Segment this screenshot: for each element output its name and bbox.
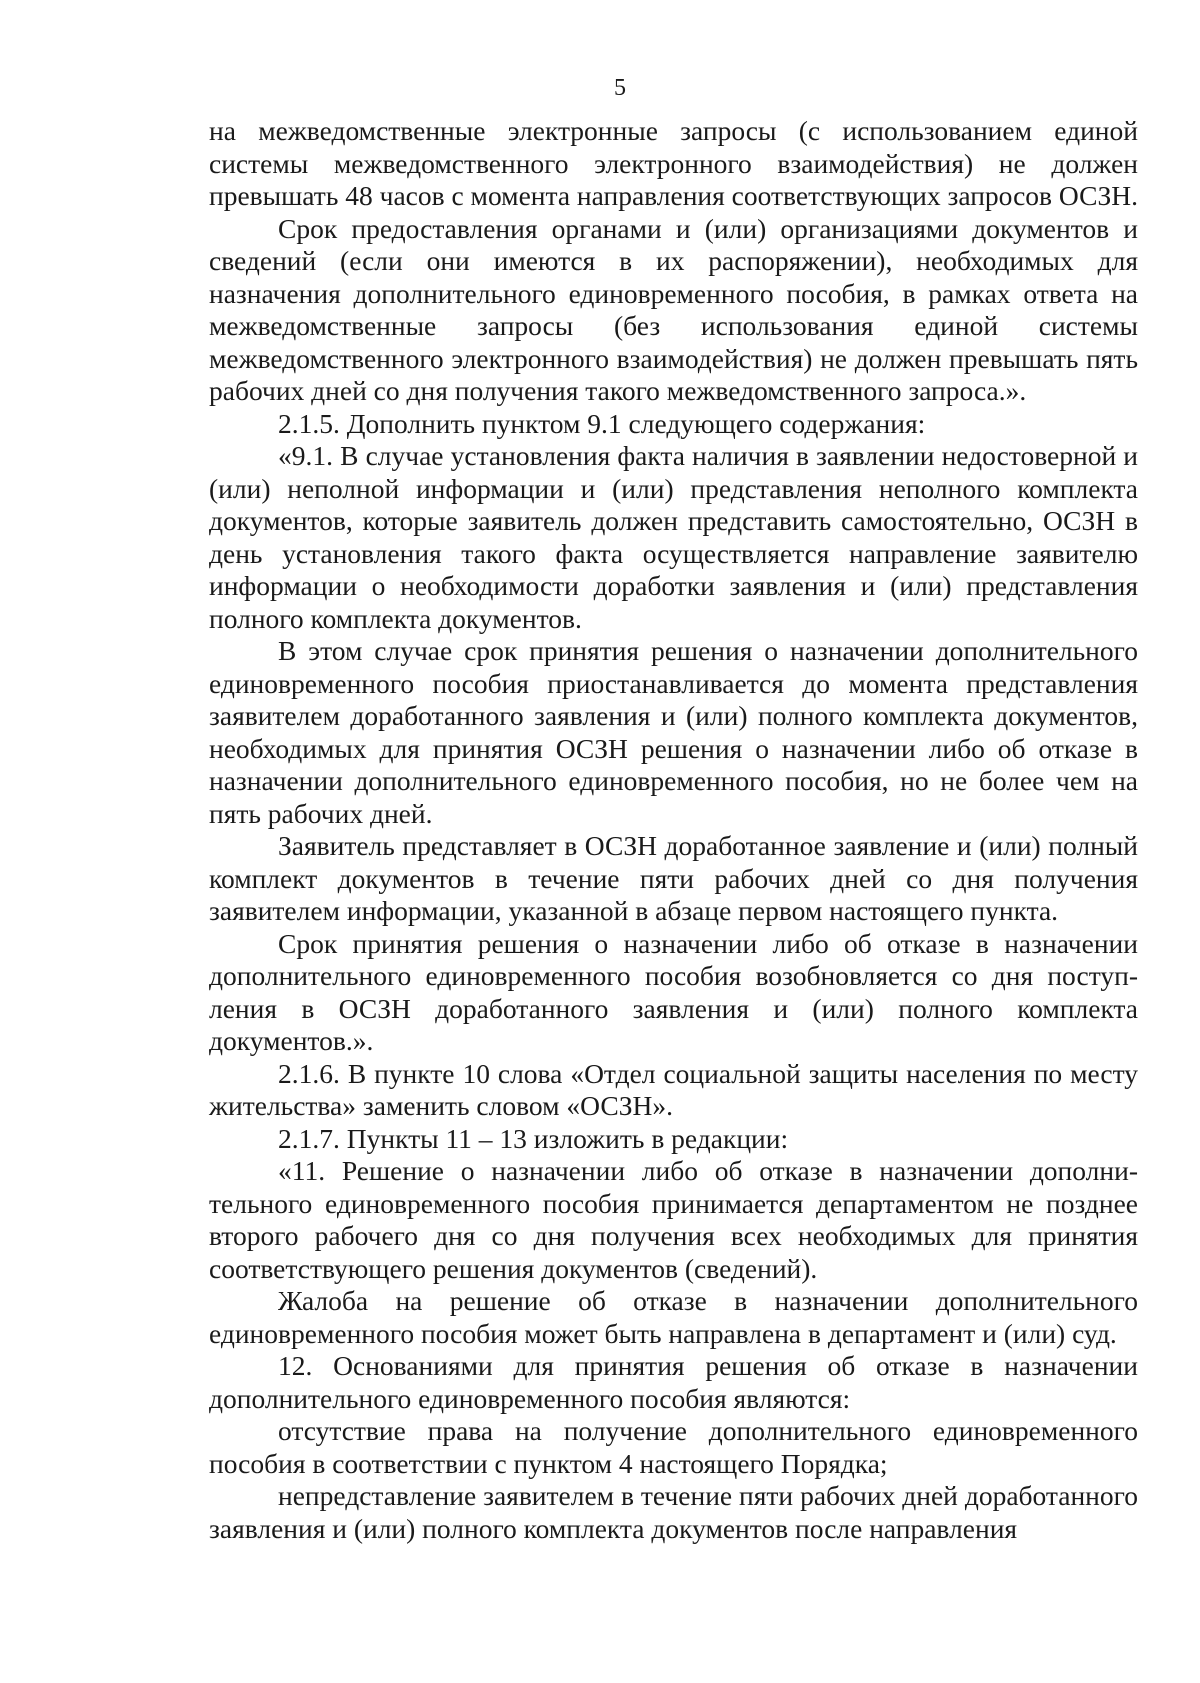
page-number: 5 [614, 75, 626, 101]
paragraph-clause-2-1-5: 2.1.5. Дополнить пунктом 9.1 следующего содержания: [278, 407, 926, 439]
paragraph-document-deadline: Срок предоставления органами и (или) организациями документов и сведений (если они имеются в их распоряжении), необходимых для назначения дополнительного единовременного пособия, в рамках ответа на межведомственные запросы (без использования единой системы межведомственного электронного взаимодействия) не должен превышать пять рабочих дней со дня получения такого межведомственного запроса.». [209, 212, 1138, 406]
paragraph-clause-2-1-7: 2.1.7. Пункты 11 – 13 изложить в редакции: [278, 1122, 789, 1154]
paragraph-resumption: Срок принятия решения о назначении либо об отказе в назначении дополнительного единовременного пособия возобновляется со дня поступления в ОСЗН доработанного заявления и (или) полного комплекта документов.». [209, 927, 1138, 1056]
paragraph-suspension: В этом случае срок принятия решения о назначении дополнительного единовременного пособия приостанавливается до момента представления заявителем доработанного заявления и (или) полного комплекта документов, необходимых для принятия ОСЗН решения о назначении либо об отказе в назначении дополнительного единовременного пособия, но не более чем на пять рабочих дней. [209, 635, 1138, 829]
paragraph-item-12: 12. Основаниями для принятия решения об отказе в назначении дополнительного единовременного пособия являются: [209, 1350, 1138, 1414]
paragraph-continuation: на межведомственные электронные запросы (с использованием единой системы межведомственного электронного взаимодействия) не должен превышать 48 часов с момента направления соответствующих запросов ОСЗН. [209, 115, 1138, 211]
paragraph-item-9-1: «9.1. В случае установления факта наличия в заявлении недостоверной и (или) неполной информации и (или) представления неполного комплекта документов, которые заявитель должен представить самостоятельно, ОСЗН в день установления такого факта осуществляется направление заявителю информации о необходимости доработки заявления и (или) представления полного комплекта документов. [209, 440, 1138, 634]
paragraph-clause-2-1-6: 2.1.6. В пункте 10 слова «Отдел социальной защиты населения по месту жительства» заменить словом «ОСЗН». [209, 1057, 1138, 1121]
paragraph-refusal-ground-2: непредставление заявителем в течение пяти рабочих дней доработанного заявления и (или) полного комплекта документов после направления [209, 1480, 1138, 1544]
paragraph-applicant-submission: Заявитель представляет в ОСЗН доработанное заявление и (или) полный комплект документов в течение пяти рабочих дней со дня получения заявителем информации, указанной в абзаце первом настоящего пункта. [209, 830, 1138, 926]
document-body [209, 115, 1138, 1545]
paragraph-refusal-ground-1: отсутствие права на получение дополнительного единовременного пособия в соответствии с пунктом 4 настоящего Порядка; [209, 1415, 1138, 1479]
paragraph-item-11: «11. Решение о назначении либо об отказе в назначении дополнительного единовременного пособия принимается департаментом не позднее второго рабочего дня со дня получения всех необходимых для принятия соответствующего решения документов (сведений). [209, 1155, 1138, 1284]
paragraph-complaint: Жалоба на решение об отказе в назначении дополнительного единовременного пособия может быть направлена в департамент и (или) суд. [209, 1285, 1138, 1349]
